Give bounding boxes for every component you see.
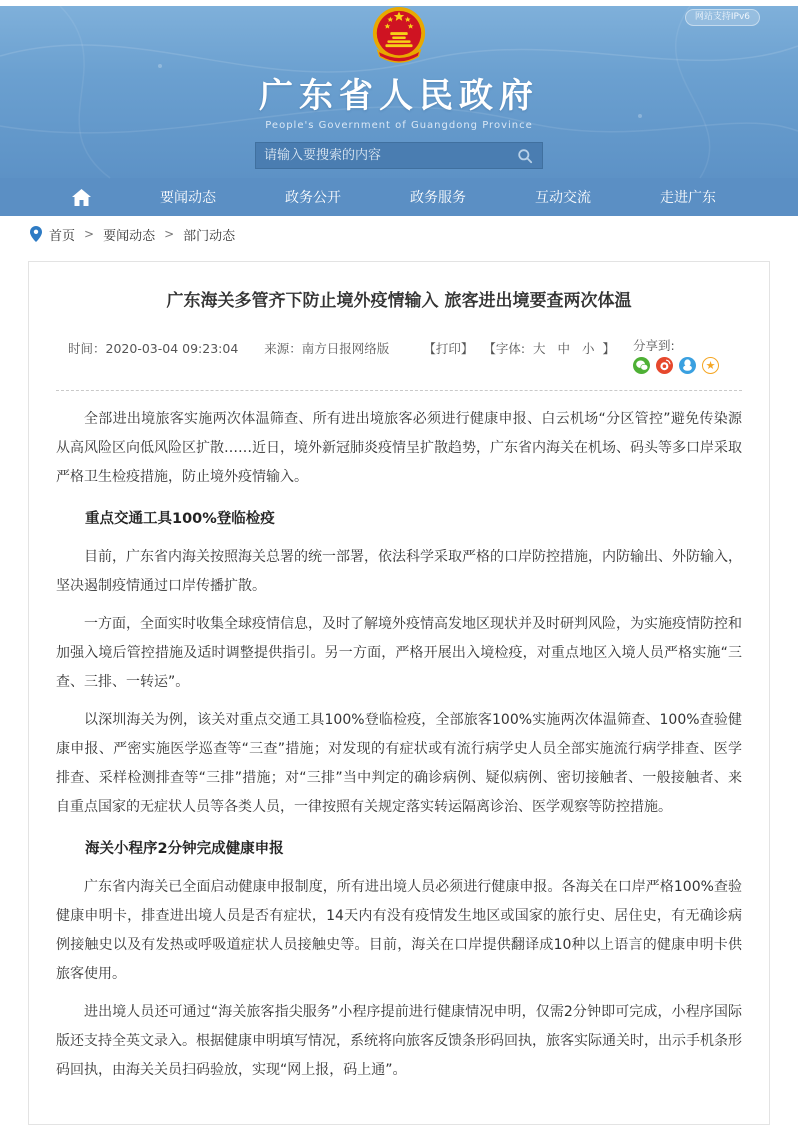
article-paragraph: 全部进出境旅客实施两次体温筛查、所有进出境旅客必须进行健康申报、白云机场“分区管控”避免传染源从高风险区向低风险区扩散……近日，境外新冠肺炎疫情呈扩散趋势，广东省内海关在机场、码头等多口岸采取严格卫生检疫措施，防止境外疫情输入。	[56, 410, 742, 485]
font-size-controls	[483, 339, 615, 357]
site-header	[0, 6, 798, 178]
share-wechat-icon[interactable]	[633, 357, 650, 374]
article-body	[56, 405, 742, 1085]
main-nav	[0, 178, 798, 216]
share-label: 分享到:	[633, 338, 675, 353]
home-icon	[72, 189, 91, 206]
breadcrumb	[0, 216, 798, 252]
site-subtitle: People's Government of Guangdong Province	[265, 120, 533, 131]
nav-item-news[interactable]: 要闻动态	[160, 190, 216, 206]
section-heading-transport: 重点交通工具100%登临检疫	[85, 510, 275, 527]
page	[0, 6, 798, 1078]
article-title: 广东海关多管齐下防止境外疫情输入 旅客进出境要查两次体温	[166, 291, 632, 311]
search-button[interactable]	[508, 143, 542, 168]
share-icons	[633, 357, 719, 374]
breadcrumb-news[interactable]: 要闻动态	[103, 228, 156, 244]
ipv6-badge[interactable]: 网站支持IPv6	[685, 9, 760, 26]
article-paragraph: 目前，广东省内海关按照海关总署的统一部署，依法科学采取严格的口岸防控措施，内防输出、外防输入，坚决遏制疫情通过口岸传播扩散。	[56, 548, 742, 594]
search-bar	[255, 142, 543, 169]
breadcrumb-department-news[interactable]: 部门动态	[183, 228, 236, 244]
national-emblem-icon	[370, 6, 428, 66]
site-title: 广东省人民政府	[259, 76, 539, 116]
nav-item-gov-services[interactable]: 政务服务	[410, 190, 466, 206]
nav-item-about-guangdong[interactable]: 走进广东	[660, 190, 716, 206]
nav-item-gov-affairs[interactable]: 政务公开	[285, 190, 341, 206]
article-time: 时间：2020-03-04 09:23:04	[68, 341, 239, 356]
nav-home[interactable]	[72, 189, 91, 206]
share-block	[633, 339, 719, 374]
font-size-large[interactable]: 大	[533, 341, 546, 356]
article-paragraph: 一方面，全面实时收集全球疫情信息，及时了解境外疫情高发地区现状并及时研判风险，为实施疫情防控和加强入境后管控措施及适时调整提供指引。另一方面，严格开展出入境检疫，对重点地区入境人员严格实施“三查、三排、一转运”。	[56, 615, 742, 690]
article-paragraph: 进出境人员还可通过“海关旅客指尖服务”小程序提前进行健康情况申明，仅需2分钟即可完成，小程序国际版还支持全英文录入。根据健康申明填写情况，系统将向旅客反馈条形码回执，旅客实际通关时，出示手机条形码回执，由海关关员扫码验放，实现“网上报，码上通”。	[56, 1003, 742, 1078]
font-size-prefix: 【字体:	[483, 341, 526, 356]
article-paragraph: 广东省内海关已全面启动健康申报制度，所有进出境人员必须进行健康申报。各海关在口岸严格100%查验健康申明卡，排查进出境人员是否有症状，14天内有没有疫情发生地区或国家的旅行史、居住史，有无确诊病例接触史以及有发热或呼吸道症状人员接触史等。目前，海关在口岸提供翻译成10种以上语言的健康申明卡供旅客使用。	[56, 878, 742, 982]
search-icon	[517, 148, 533, 164]
location-pin-icon	[30, 226, 42, 242]
article-source: 来源：南方日报网络版	[264, 341, 390, 356]
nav-item-interaction[interactable]: 互动交流	[535, 190, 591, 206]
font-size-medium[interactable]: 中	[557, 341, 571, 356]
article-container	[28, 261, 770, 1125]
share-qzone-star-icon[interactable]: ★	[702, 357, 719, 374]
search-input[interactable]	[256, 143, 508, 168]
share-weibo-icon[interactable]	[656, 357, 673, 374]
breadcrumb-separator: >	[164, 227, 175, 241]
font-size-suffix: 】	[602, 341, 616, 356]
article-meta	[56, 335, 742, 391]
font-size-small[interactable]: 小	[582, 341, 595, 356]
breadcrumb-separator: >	[84, 227, 95, 241]
article-paragraph: 以深圳海关为例，该关对重点交通工具100%登临检疫，全部旅客100%实施两次体温筛查、100%查验健康申报、严密实施医学巡查等“三查”措施；对发现的有症状或有流行病学史人员全部实施流行病学排查、医学排查、采样检测排查等“三排”措施；对“三排”当中判定的确诊病例、疑似病例、密切接触者、一般接触者、来自重点国家的无症状人员等各类人员，一律按照有关规定落实转运隔离诊治、医学观察等防控措施。	[56, 711, 742, 815]
section-heading-miniprogram: 海关小程序2分钟完成健康申报	[85, 840, 284, 857]
print-button[interactable]: 【打印】	[423, 341, 474, 356]
breadcrumb-home[interactable]: 首页	[49, 228, 76, 244]
share-qq-icon[interactable]	[679, 357, 696, 374]
